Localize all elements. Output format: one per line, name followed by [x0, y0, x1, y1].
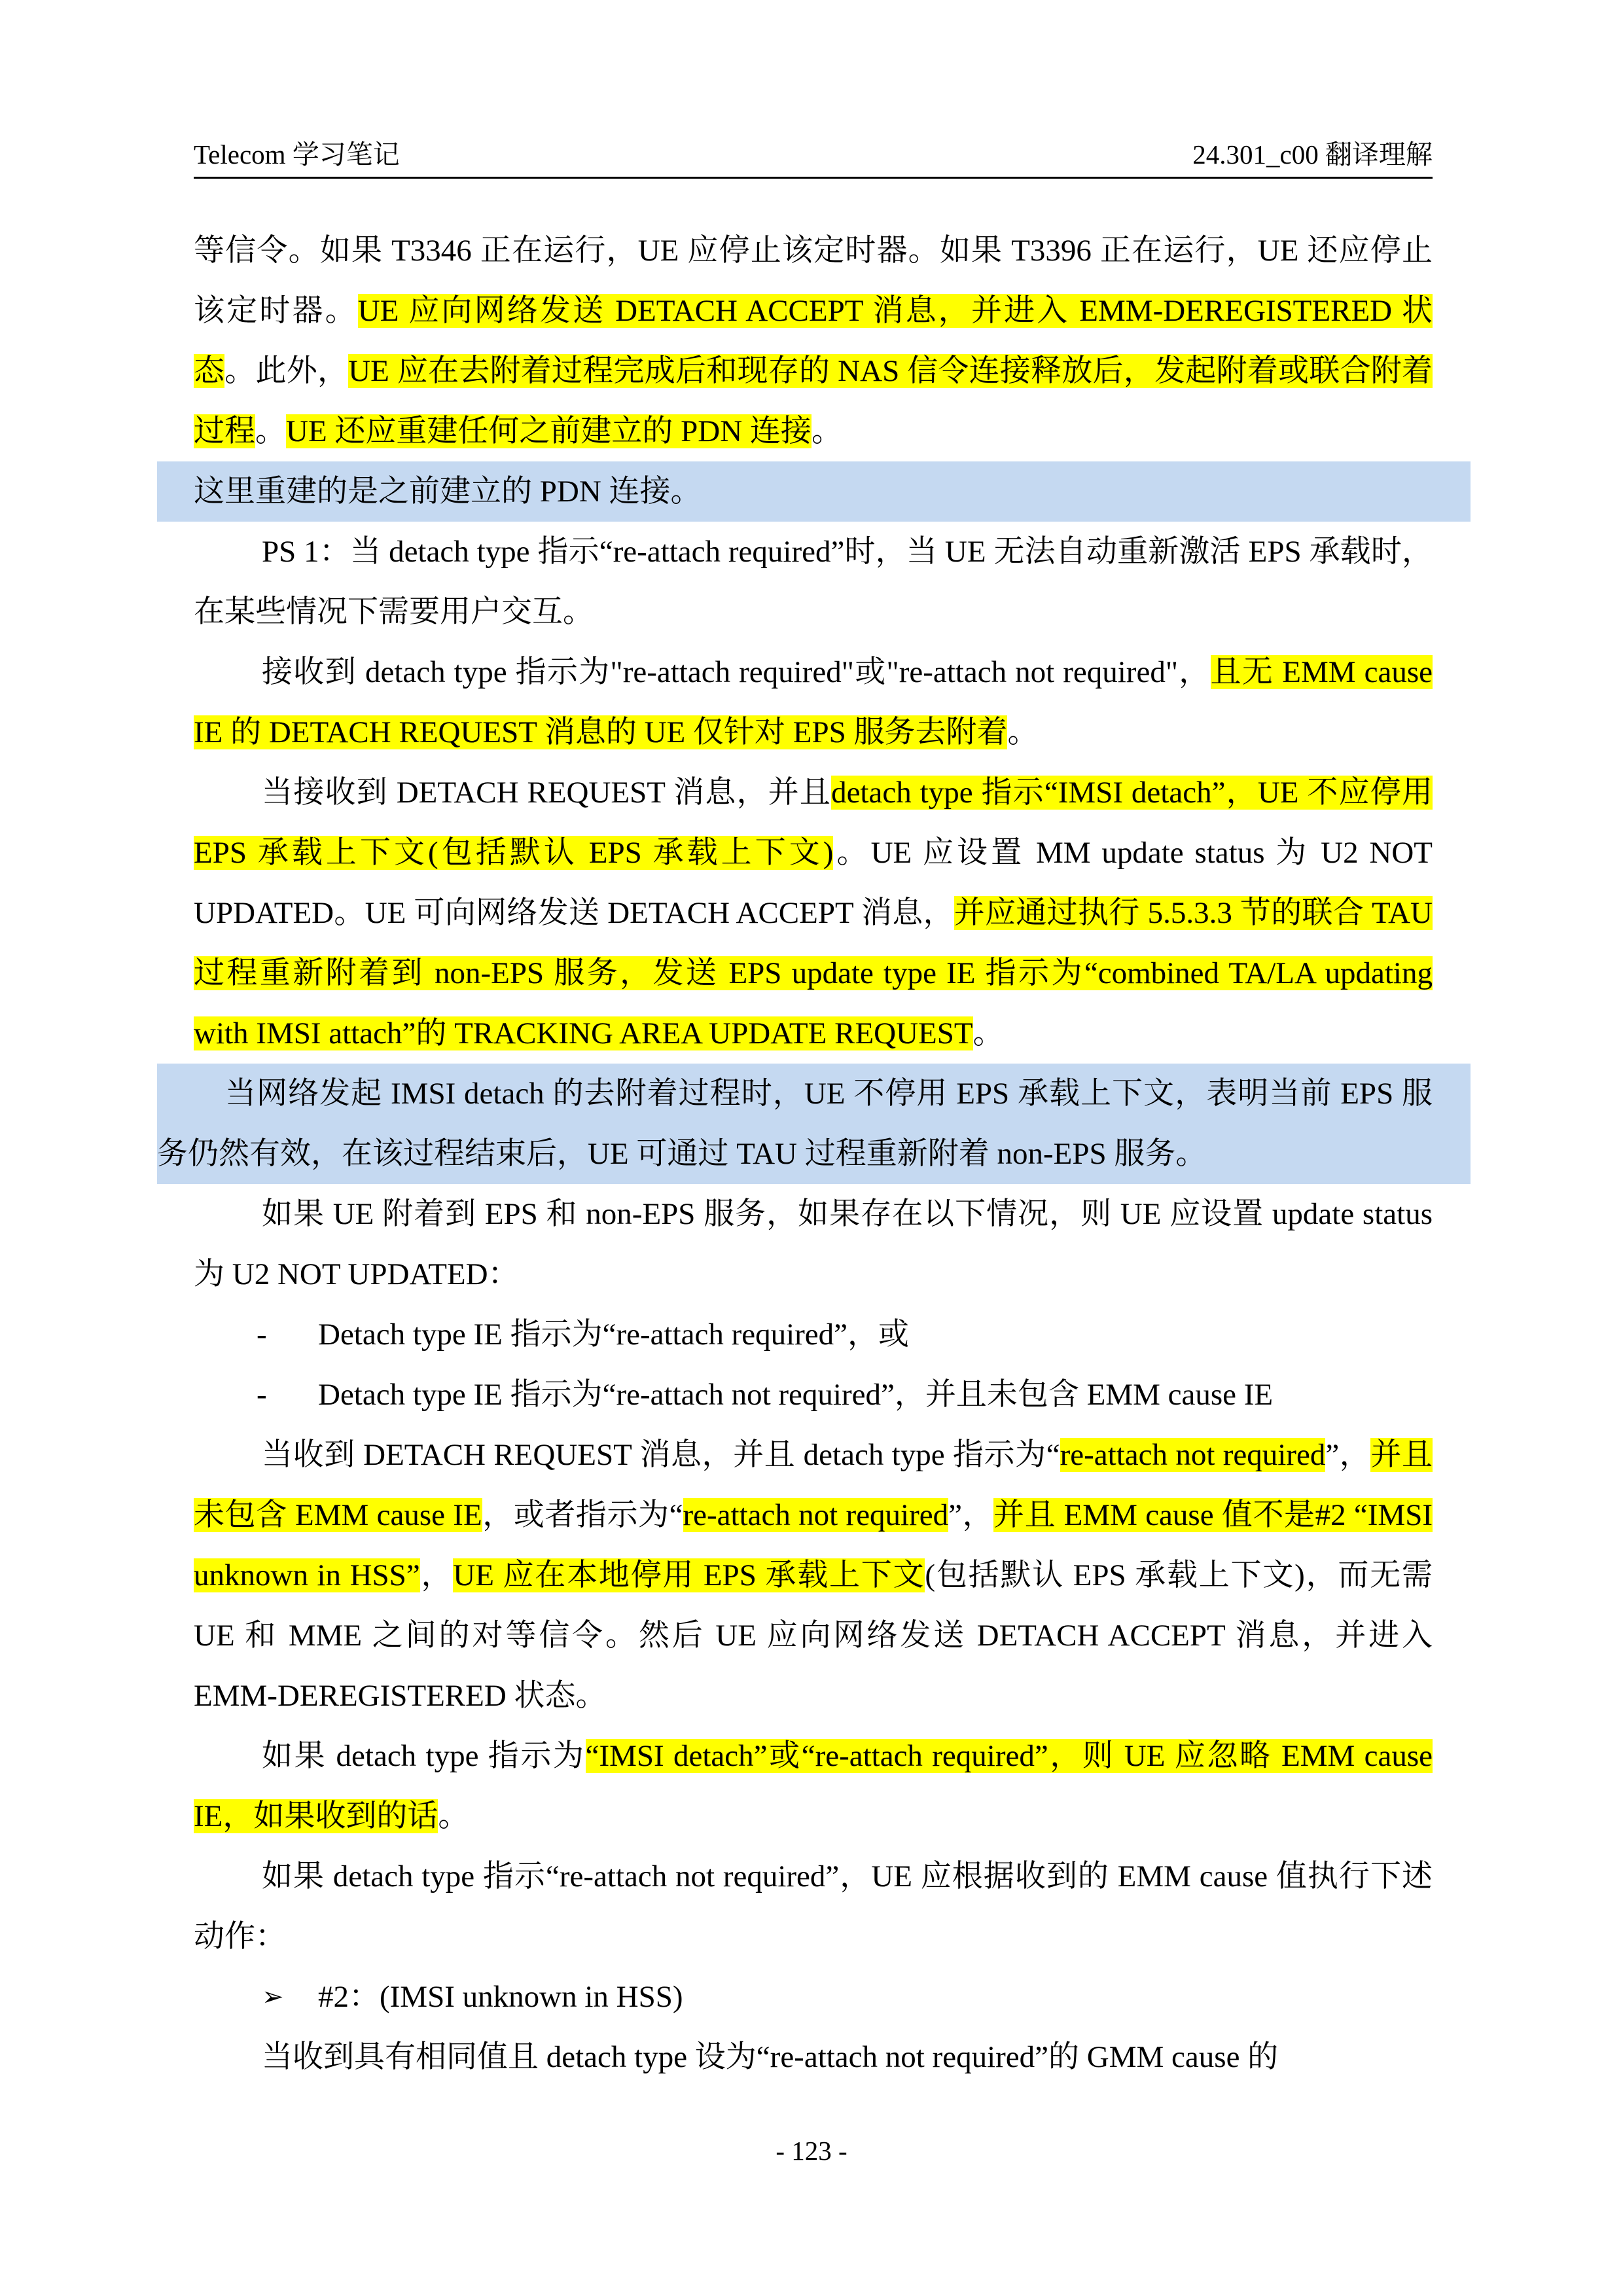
- paragraph: [194, 1425, 1433, 1726]
- text-run: 。: [1007, 715, 1039, 749]
- page-number: - 123 -: [776, 2136, 847, 2166]
- paragraph: [194, 522, 1433, 642]
- highlighted-text: UE 应在本地停用 EPS 承载上下文: [453, 1558, 925, 1592]
- document-body: [157, 221, 1433, 2087]
- highlighted-text: UE 应在去附着过程完成后和现存的 NAS 信令连接释放后，发起附着或联合附着过程: [194, 354, 1433, 448]
- text-run: PS 1：当 detach type 指示“re-attach required”时，当 UE 无法自动重新激活 EPS 承载时，在某些情况下需要用户交互。: [194, 535, 1433, 629]
- text-run: 当接收到 DETACH REQUEST 消息，并且: [262, 776, 832, 810]
- paragraph: [194, 1184, 1433, 1304]
- annotation-note: [157, 1064, 1471, 1184]
- text-run: 这里重建的是之前建立的 PDN 连接。: [194, 475, 702, 509]
- highlighted-text: 并且 EMM cause 值不是#2 “IMSI unknown in HSS”: [194, 1498, 1433, 1592]
- text-run: 。: [972, 1016, 1004, 1050]
- text-run: #2：(IMSI unknown in HSS): [318, 1980, 683, 2014]
- annotation-note: [157, 461, 1471, 522]
- text-run: 如果 UE 附着到 EPS 和 non-EPS 服务，如果存在以下情况，则 UE 应设置 update status 为 U2 NOT UPDATED：: [194, 1197, 1433, 1291]
- paragraph: [194, 762, 1433, 1064]
- text-run: 。: [438, 1799, 469, 1833]
- text-run: 接收到 detach type 指示为"re-attach required"或"re-attach not required"，: [262, 655, 1211, 689]
- text-run: Detach type IE 指示为“re-attach required”，或: [318, 1318, 910, 1352]
- dash-marker: -: [257, 1378, 267, 1412]
- arrow-bullet-icon: ➢: [262, 1982, 284, 2012]
- highlighted-text: “IMSI detach”或“re-attach required”，则 UE 应忽略 EMM cause IE，如果收到的话: [194, 1739, 1433, 1833]
- text-run: ”，: [1325, 1438, 1371, 1472]
- paragraph: [194, 221, 1433, 461]
- text-run: 如果 detach type 指示为: [262, 1739, 586, 1773]
- text-run: 当网络发起 IMSI detach 的去附着过程时，UE 不停用 EPS 承载上下文，表明当前 EPS 服务仍然有效，在该过程结束后，UE 可通过 TAU 过程重新附着 non-EPS 服务。: [157, 1077, 1433, 1171]
- text-run: ”，: [948, 1498, 994, 1532]
- paragraph: [194, 1846, 1433, 1967]
- text-run: ，: [419, 1558, 454, 1592]
- paragraph: [194, 642, 1433, 762]
- list-item: [194, 1365, 1433, 1425]
- header-title: Telecom 学习笔记: [194, 139, 400, 170]
- highlighted-text: UE 应向网络发送 DETACH ACCEPT 消息，并进入 EMM-DEREGISTERED 状态: [194, 294, 1433, 388]
- list-item: [194, 1304, 1433, 1365]
- text-run: 。UE 应设置 MM update status 为 U2 NOT UPDATED。UE 可向网络发送 DETACH ACCEPT 消息，: [194, 836, 1433, 930]
- running-header: [194, 137, 1433, 179]
- text-run: 。: [811, 414, 842, 448]
- text-run: 等信令。如果 T3346 正在运行，UE 应停止该定时器。如果 T3396 正在运行，UE 还应停止该定时器。: [194, 234, 1433, 328]
- highlighted-text: 并应通过执行 5.5.3.3 节的联合 TAU 过程重新附着到 non-EPS 服务，发送 EPS update type IE 指示为“combined TA/LA updating with IMSI attach”的 TRACKING AREA UPDATE REQUEST: [194, 896, 1433, 1050]
- highlighted-text: 且无 EMM cause IE 的 DETACH REQUEST 消息的 UE 仅针对 EPS 服务去附着: [194, 655, 1433, 749]
- text-run: 。此外，: [224, 354, 349, 388]
- highlighted-text: re-attach not required: [1060, 1438, 1326, 1472]
- text-run: 当收到 DETACH REQUEST 消息，并且 detach type 指示为“: [262, 1438, 1060, 1472]
- highlighted-text: re-attach not required: [683, 1498, 949, 1532]
- text-run: (包括默认 EPS 承载上下文)，而无需 UE 和 MME 之间的对等信令。然后 UE 应向网络发送 DETACH ACCEPT 消息，并进入 EMM-DEREGISTERED 状态。: [194, 1558, 1433, 1713]
- text-run: 。: [255, 414, 286, 448]
- text-run: 当收到具有相同值且 detach type 设为“re-attach not required”的 GMM cause 的: [262, 2040, 1279, 2074]
- note-indent: [157, 1077, 225, 1111]
- paragraph: [194, 2027, 1433, 2087]
- bullet-item: [194, 1967, 1433, 2027]
- text-run: ，或者指示为“: [482, 1498, 683, 1532]
- highlighted-text: 并且未包含 EMM cause IE: [194, 1438, 1433, 1532]
- highlighted-text: UE 还应重建任何之前建立的 PDN 连接: [286, 414, 812, 448]
- paragraph: [194, 1726, 1433, 1846]
- header-document-ref: 24.301_c00 翻译理解: [1192, 139, 1433, 170]
- dash-marker: -: [257, 1318, 267, 1352]
- text-run: 如果 detach type 指示“re-attach not required”，UE 应根据收到的 EMM cause 值执行下述动作：: [194, 1859, 1433, 1954]
- text-run: Detach type IE 指示为“re-attach not required”，并且未包含 EMM cause IE: [318, 1378, 1274, 1412]
- highlighted-text: detach type 指示“IMSI detach”，UE 不应停用 EPS 承载上下文(包括默认 EPS 承载上下文): [194, 776, 1433, 870]
